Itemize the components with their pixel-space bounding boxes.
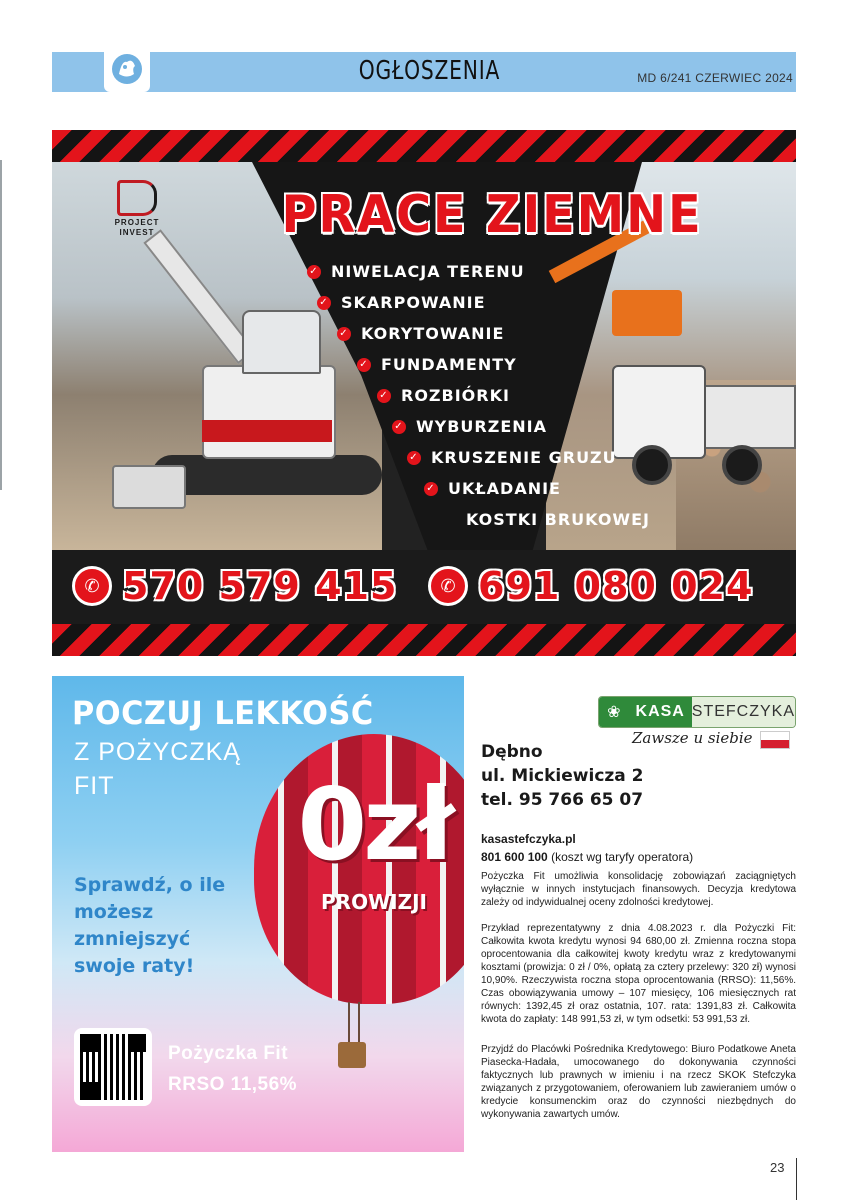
balloon-rope [358, 1002, 360, 1044]
balloon-rope [348, 1002, 350, 1044]
page-number-rule [796, 1158, 797, 1200]
earthworks-advert [52, 130, 796, 656]
loan-advert [52, 676, 464, 1152]
slogan: Zawsze u siebie [632, 729, 753, 747]
service-label: NIWELACJA TERENU [331, 262, 525, 281]
logo-stefczyka: STEFCZYKA [692, 697, 795, 727]
loan-product-name: Pożyczka Fit [168, 1043, 289, 1064]
phone-icon: ✆ [72, 566, 112, 606]
service-item [307, 262, 525, 281]
section-title: OGŁOSZENIA [358, 56, 501, 86]
check-icon: ✓ [317, 296, 331, 310]
qr-code[interactable] [74, 1028, 152, 1106]
service-label: SKARPOWANIE [341, 293, 486, 312]
service-item [407, 448, 617, 467]
service-item [466, 510, 650, 529]
polish-flag-icon [760, 731, 790, 749]
check-icon: ✓ [377, 389, 391, 403]
check-icon: ✓ [392, 420, 406, 434]
company-name-line2: INVEST [119, 228, 155, 237]
phone-contact-1 [72, 564, 397, 608]
truck-dump-box [702, 385, 796, 449]
advert-title: PRACE ZIEMNE [281, 185, 703, 245]
legal-text-1: Pożyczka Fit umożliwia konsolidację zobowiązań zaciągniętych wyłącznie w innych instytucjach finansowych. Decyzja kredytowa zależy od indywidualnej oceny zdolności kredytowej. [481, 871, 796, 908]
pi-logo-icon [117, 180, 157, 216]
truck-wheel [632, 445, 672, 485]
truck-cab [612, 365, 706, 459]
check-icon: ✓ [424, 482, 438, 496]
company-name-line1: PROJECT [114, 218, 160, 227]
hotline [481, 848, 693, 866]
project-invest-logo [112, 180, 162, 238]
service-label: FUNDAMENTY [381, 355, 517, 374]
truck-wheel [722, 445, 762, 485]
service-label: KRUSZENIE GRUZU [431, 448, 617, 467]
loan-call-to-action: Sprawdź, o ile możesz zmniejszyć swoje raty! [74, 874, 226, 977]
loan-subheadline-2: FIT [74, 772, 115, 800]
legal-text-2: Przykład reprezentatywny z dnia 4.08.2023 r. dla Pożyczki Fit: Całkowita kwota kredytu wynosi 94 680,00 zł. Zmienna roczna stopa oprocentowania dla całkowitej kwoty kredytu wraz z kredytowanymi kosztami (prowizja: 0 zł / 0%, opłatą za cztery przelewy: 320 zł) wynosi 10,90%. Rzeczywista roczna stopa oprocentowania (RRSO): 11,56%. Czas obowiązywania umowy – 107 miesięcy, 106 miesięcznych rat równych: 1392,45 zł oraz ostatnia, 107. rata: 1391,83 zł. Całkowita kwota do zapłaty: 148 991,53 zł, w tym odsetki: 53 991,53 zł. [481, 923, 796, 1025]
balloon-no-commission: PROWIZJI [321, 890, 427, 914]
excavator-track [152, 455, 382, 495]
contact-info [481, 830, 693, 866]
service-label: KOSTKI BRUKOWEJ [466, 510, 650, 529]
hazard-stripes-top [52, 130, 796, 162]
service-item [337, 324, 504, 343]
kasa-stefczyka-logo [598, 696, 796, 728]
service-label: WYBURZENIA [416, 417, 547, 436]
website-link[interactable]: kasastefczyka.pl [481, 832, 576, 846]
balloon-zero-fee: 0zł [297, 766, 451, 883]
orange-excavator-body [612, 290, 682, 336]
service-item [377, 386, 510, 405]
phone-contact-2 [428, 564, 753, 608]
loan-apr: RRSO 11,56% [168, 1074, 298, 1095]
check-icon: ✓ [337, 327, 351, 341]
excavator-blade [112, 465, 186, 509]
service-label: UKŁADANIE [448, 479, 561, 498]
phone-number-1: 570 579 415 [122, 564, 398, 608]
excavator-cab [242, 310, 321, 374]
hazard-stripes-bottom [52, 624, 796, 656]
service-label: ROZBIÓRKI [401, 386, 510, 405]
hotline-number: 801 600 100 [481, 850, 548, 864]
excavator-body [202, 365, 336, 459]
loan-headline: POCZUJ LEKKOŚĆ [72, 694, 374, 732]
branch-phone: tel. 95 766 65 07 [481, 790, 644, 810]
qr-code-icon [80, 1034, 146, 1100]
branch-address [481, 740, 644, 812]
phone-number-2: 691 080 024 [478, 564, 754, 608]
issue-label: MD 6/241 CZERWIEC 2024 [637, 71, 793, 85]
service-item [424, 479, 561, 498]
service-item [357, 355, 517, 374]
hotline-note: (koszt wg taryfy operatora) [551, 850, 694, 864]
service-item [392, 417, 547, 436]
page-number: 23 [770, 1160, 785, 1175]
branch-city: Dębno [481, 742, 543, 762]
phone-icon: ✆ [428, 566, 468, 606]
page-edge-mark [0, 160, 2, 490]
excavator-stripe [202, 420, 332, 442]
town-crest-icon [104, 46, 150, 92]
branch-street: ul. Mickiewicza 2 [481, 766, 644, 786]
logo-kasa: KASA [629, 697, 692, 727]
service-label: KORYTOWANIE [361, 324, 505, 343]
leaf-icon: ❀ [599, 697, 629, 727]
loan-subheadline-1: Z POŻYCZKĄ [74, 738, 241, 766]
service-item [317, 293, 486, 312]
check-icon: ✓ [407, 451, 421, 465]
legal-text-3: Przyjdź do Placówki Pośrednika Kredytowego: Biuro Podatkowe Aneta Piasecka-Hadała, umocowanego do dokonywania czynności faktycznych lub prawnych w imieniu i na rzecz SKOK Stefczyka związanych z przygotowaniem, oferowaniem lub zawieraniem umów o kredycie konsumenckim oraz do czynności niezbędnych do wykonywania zawartych umów. [481, 1044, 796, 1120]
check-icon: ✓ [357, 358, 371, 372]
check-icon: ✓ [307, 265, 321, 279]
balloon-basket [338, 1042, 366, 1068]
